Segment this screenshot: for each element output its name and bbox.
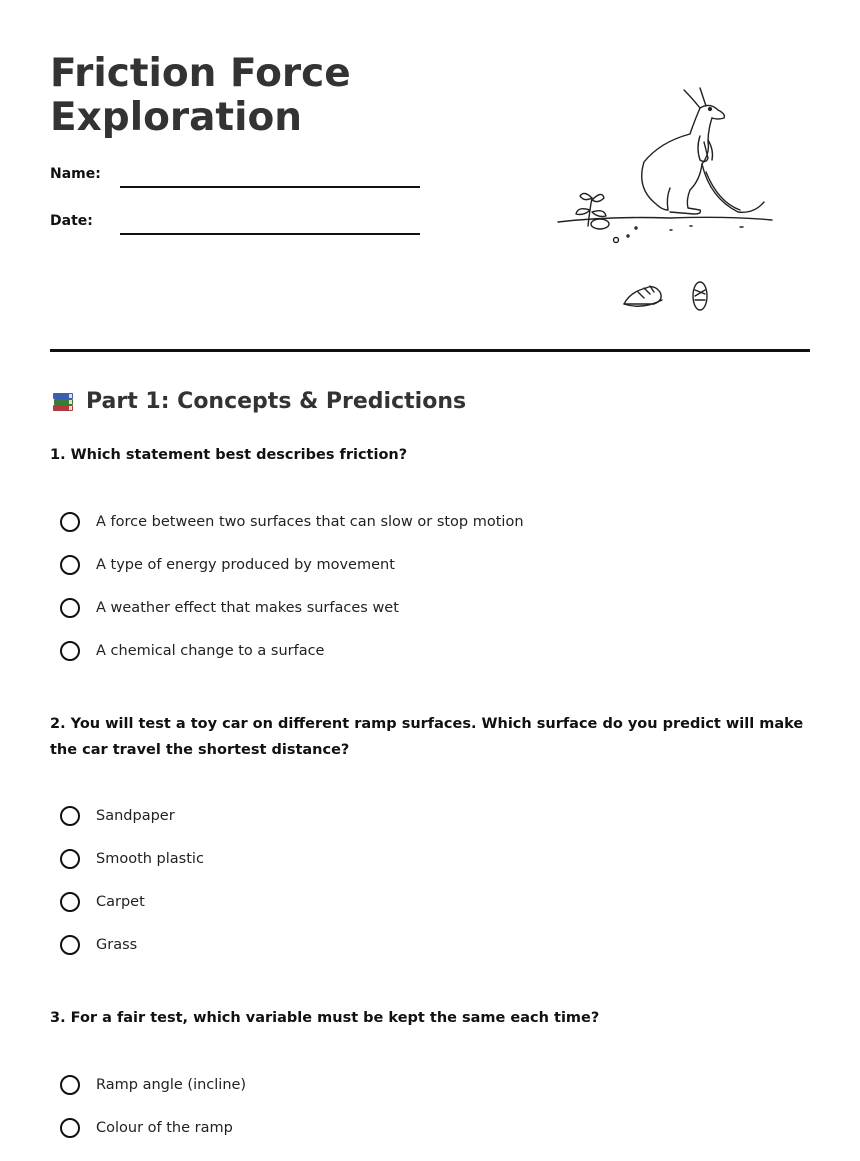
question-3-text: 3. For a fair test, which variable must be kept the same each time? <box>50 1010 600 1026</box>
radio-button[interactable] <box>60 598 80 618</box>
question-1-text: 1. Which statement best describes friction? <box>50 447 408 463</box>
option-label: Smooth plastic <box>96 850 204 867</box>
radio-button[interactable] <box>60 555 80 575</box>
option-label: Sandpaper <box>96 807 175 824</box>
radio-button[interactable] <box>60 1118 80 1138</box>
option-label: A force between two surfaces that can slow or stop motion <box>96 513 524 530</box>
books-icon <box>50 388 76 414</box>
date-field[interactable] <box>50 213 430 243</box>
option-label: A weather effect that makes surfaces wet <box>96 599 399 616</box>
header-divider <box>50 349 810 352</box>
q1-option-4[interactable] <box>60 629 524 672</box>
title-line-2: Exploration <box>50 95 302 140</box>
worksheet-title <box>50 52 351 140</box>
shoe-top-icon <box>693 282 707 310</box>
option-label: A type of energy produced by movement <box>96 556 395 573</box>
q2-option-4[interactable] <box>60 923 204 966</box>
radio-button[interactable] <box>60 1075 80 1095</box>
option-label: Grass <box>96 936 138 953</box>
q2-option-1[interactable] <box>60 794 204 837</box>
part1-title <box>50 388 466 414</box>
radio-button[interactable] <box>60 512 80 532</box>
kangaroo-illustration <box>550 78 790 323</box>
option-label: A chemical change to a surface <box>96 642 325 659</box>
radio-button[interactable] <box>60 806 80 826</box>
q2-option-3[interactable] <box>60 880 204 923</box>
question-2-options <box>60 794 204 966</box>
option-label: Colour of the ramp <box>96 1119 233 1136</box>
ground-line <box>558 217 772 222</box>
q3-option-2[interactable] <box>60 1106 246 1149</box>
date-label: Date: <box>50 213 93 229</box>
name-line[interactable] <box>120 186 420 188</box>
radio-button[interactable] <box>60 892 80 912</box>
radio-button[interactable] <box>60 849 80 869</box>
question-3-options <box>60 1063 246 1149</box>
date-line[interactable] <box>120 233 420 235</box>
option-label: Ramp angle (incline) <box>96 1076 247 1093</box>
plant-icon <box>576 193 609 229</box>
q1-option-2[interactable] <box>60 543 524 586</box>
q1-option-3[interactable] <box>60 586 524 629</box>
question-2-text: 2. You will test a toy car on different ramp surfaces. Which surface do you predict will make the car travel the shortest distance? <box>50 716 804 758</box>
title-line-1: Friction Force <box>50 51 351 96</box>
shoe-side-icon <box>624 286 662 306</box>
part1-title-text: Part 1: Concepts & Predictions <box>86 388 467 414</box>
radio-button[interactable] <box>60 641 80 661</box>
option-label: Carpet <box>96 893 145 910</box>
radio-button[interactable] <box>60 935 80 955</box>
q3-option-1[interactable] <box>60 1063 246 1106</box>
name-label: Name: <box>50 166 101 182</box>
name-field[interactable] <box>50 166 430 196</box>
q1-option-1[interactable] <box>60 500 524 543</box>
kangaroo-icon <box>642 88 764 214</box>
pebble-icon <box>614 238 619 243</box>
q2-option-2[interactable] <box>60 837 204 880</box>
question-1-options <box>60 500 524 672</box>
